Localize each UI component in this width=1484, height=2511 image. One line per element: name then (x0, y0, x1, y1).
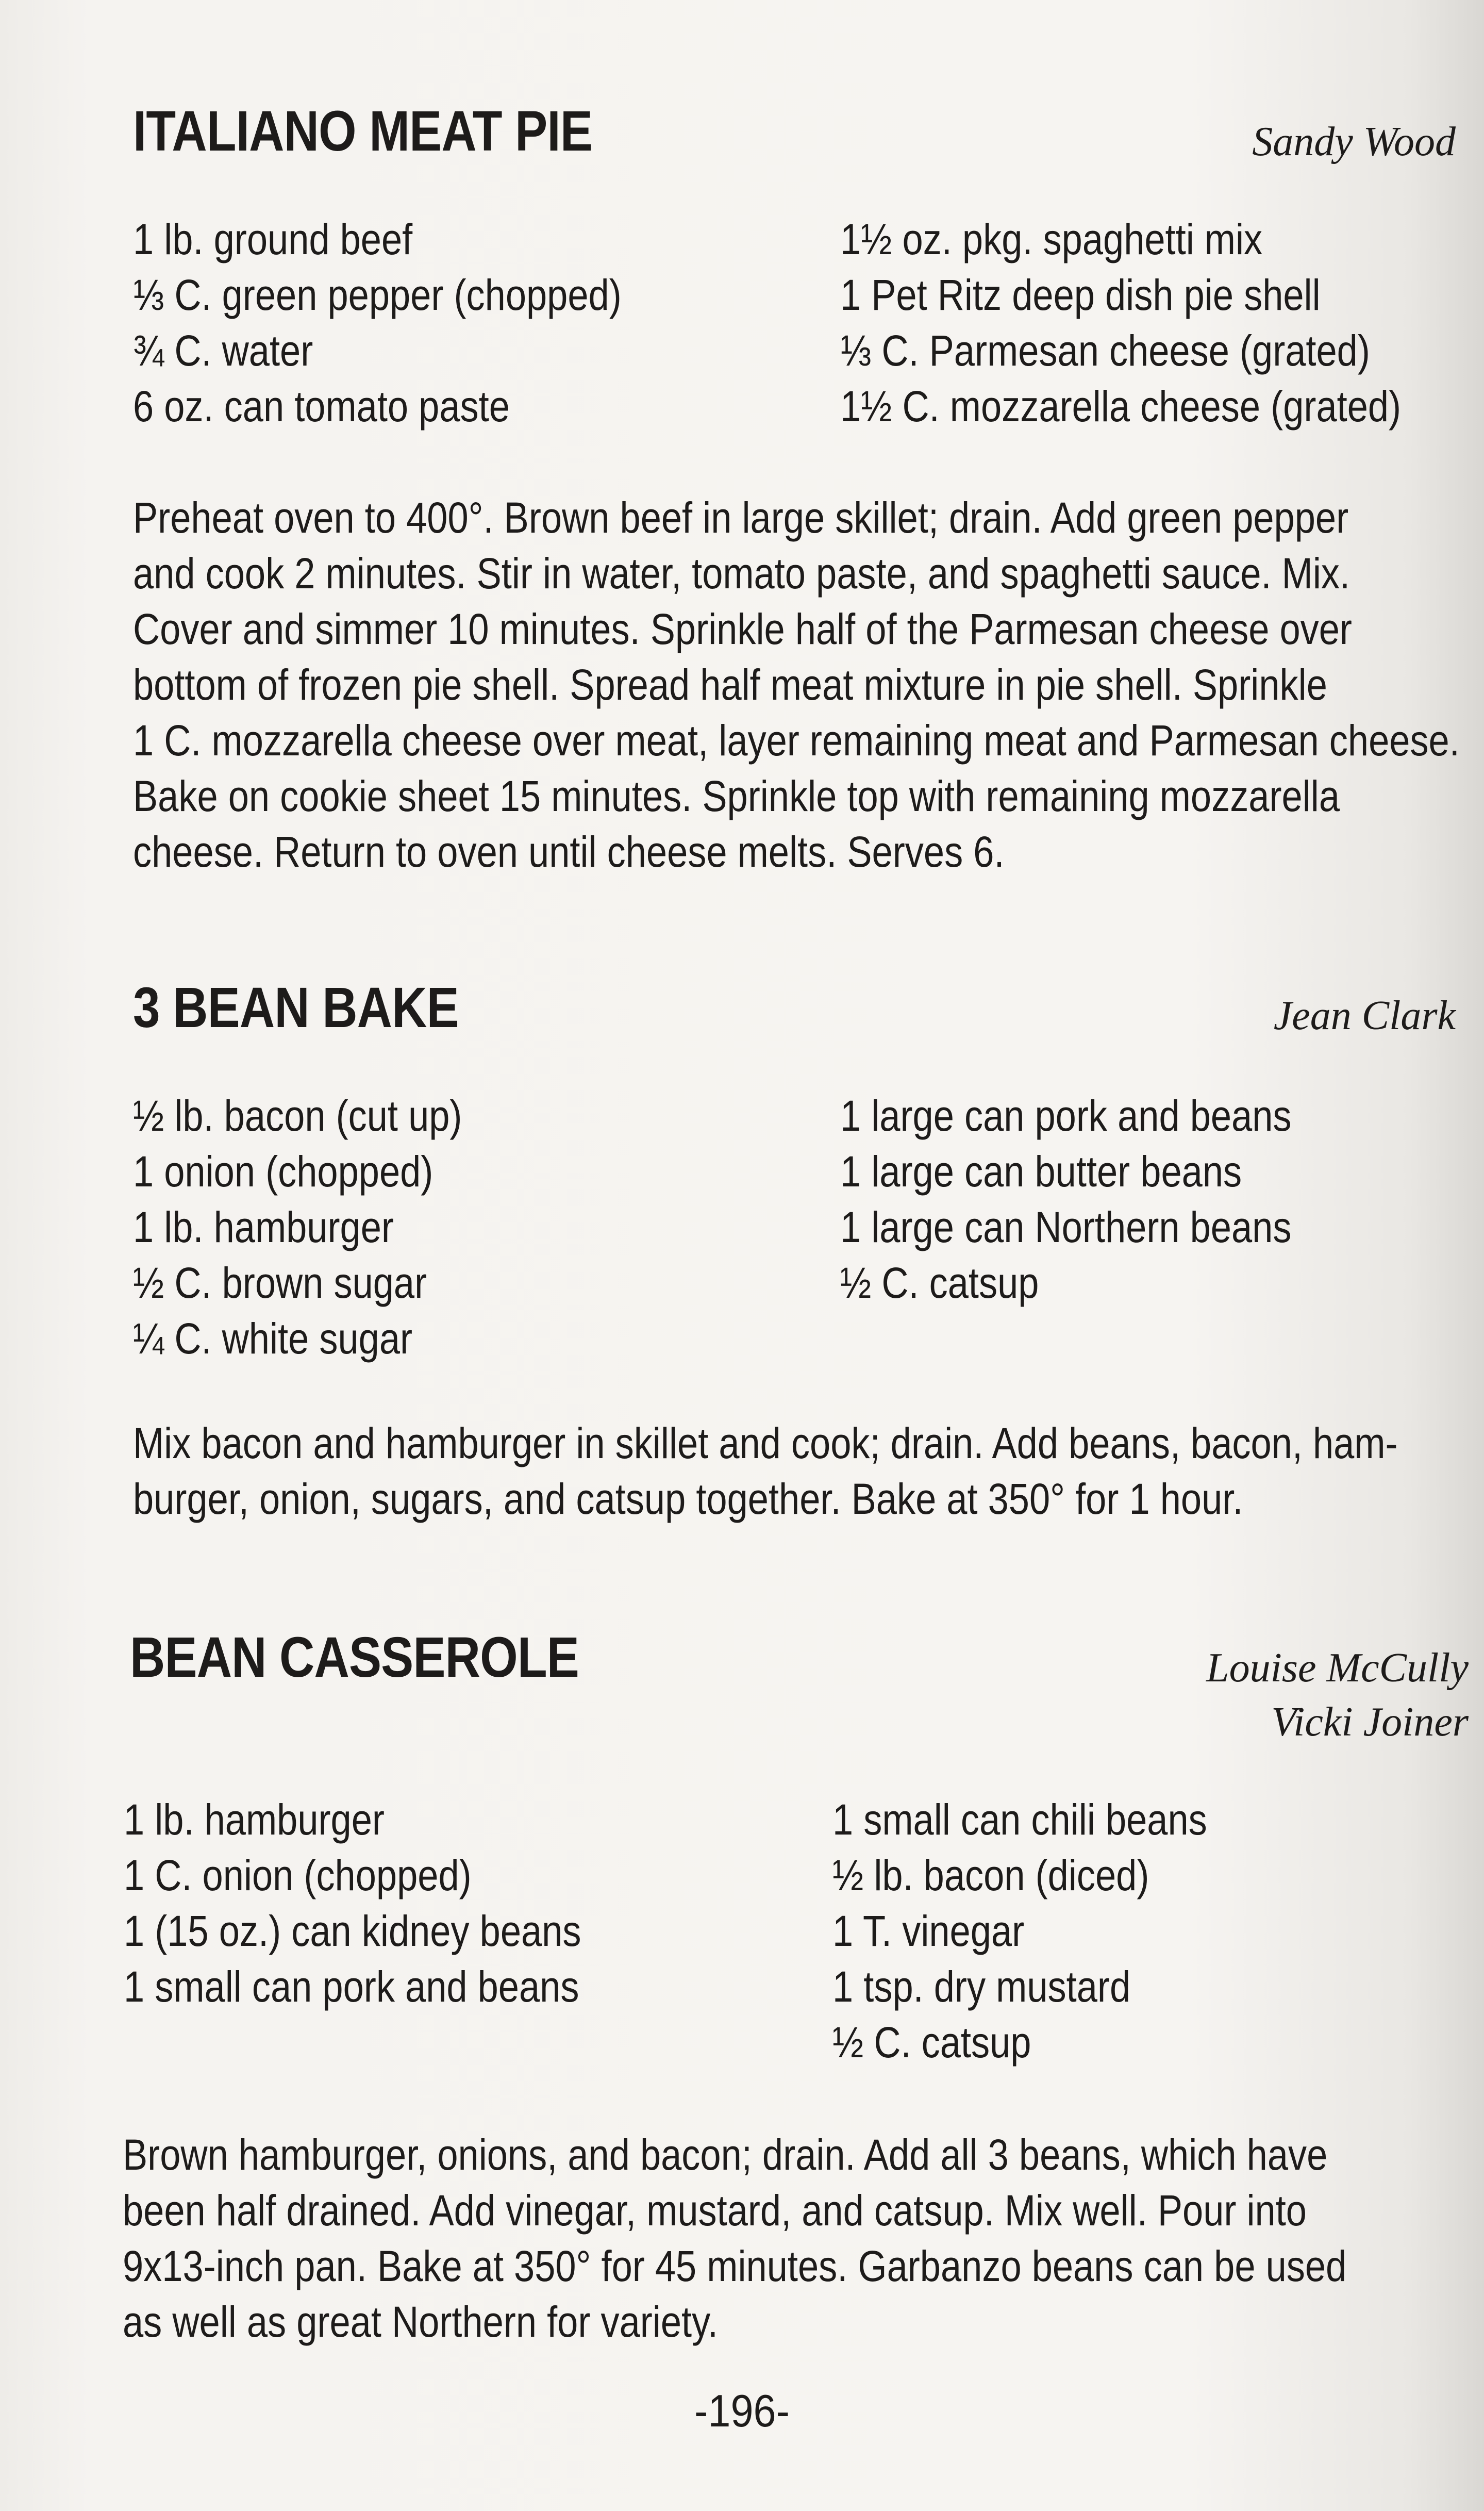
directions-line: Bake on cookie sheet 15 minutes. Sprinkle top with remaining mozzarella (133, 772, 1340, 820)
recipe-title: ITALIANO MEAT PIE (133, 100, 593, 163)
ingredient: 1 onion (chopped) (133, 1147, 433, 1196)
ingredient: 1½ C. mozzarella cheese (grated) (840, 382, 1402, 431)
ingredient: 1 large can Northern beans (840, 1203, 1292, 1251)
ingredients-left (124, 1792, 581, 2014)
ingredients-left (133, 1088, 462, 1366)
directions-line: bottom of frozen pie shell. Spread half meat mixture in pie shell. Sprinkle (133, 660, 1327, 709)
directions-line: 1 C. mozzarella cheese over meat, layer remaining meat and Parmesan cheese. (133, 716, 1460, 765)
recipe-directions (133, 1415, 1445, 1527)
ingredient: 1½ oz. pkg. spaghetti mix (840, 215, 1263, 263)
ingredient: 1 large can butter beans (840, 1147, 1242, 1196)
ingredient: ½ C. catsup (832, 2018, 1031, 2067)
recipe-title: 3 BEAN BAKE (133, 976, 459, 1039)
ingredient: 1 small can chili beans (832, 1795, 1207, 1844)
directions-line: been half drained. Add vinegar, mustard, and catsup. Mix well. Pour into (123, 2186, 1307, 2235)
ingredient: ⅓ C. Parmesan cheese (grated) (840, 326, 1370, 375)
ingredient: 1 small can pork and beans (124, 1962, 579, 2011)
recipe-title: BEAN CASSEROLE (130, 1626, 579, 1689)
directions-line: burger, onion, sugars, and catsup together. Bake at 350° for 1 hour. (133, 1475, 1243, 1523)
ingredients-right (832, 1792, 1207, 2070)
ingredient: ½ lb. bacon (diced) (832, 1851, 1149, 1899)
ingredient: 1 large can pork and beans (840, 1092, 1292, 1140)
ingredient: ½ C. brown sugar (133, 1259, 427, 1307)
ingredient: 1 tsp. dry mustard (832, 1962, 1131, 2011)
recipe-author: Louise McCully (1206, 1645, 1469, 1691)
directions-line: 9x13-inch pan. Bake at 350° for 45 minutes. Garbanzo beans can be used (123, 2242, 1347, 2290)
ingredient: ½ lb. bacon (cut up) (133, 1092, 462, 1140)
ingredient: 1 C. onion (chopped) (124, 1851, 472, 1899)
recipe-directions (133, 490, 1460, 880)
ingredient: ¼ C. white sugar (133, 1314, 413, 1363)
directions-line: cheese. Return to oven until cheese melts. Serves 6. (133, 828, 1005, 876)
recipe-author: Sandy Wood (1252, 119, 1456, 164)
ingredient: 6 oz. can tomato paste (133, 382, 510, 431)
ingredients-right (840, 1088, 1292, 1311)
recipe-author: Vicki Joiner (1271, 1699, 1469, 1745)
ingredient: 1 (15 oz.) can kidney beans (124, 1907, 581, 1955)
directions-line: Preheat oven to 400°. Brown beef in large skillet; drain. Add green pepper (133, 493, 1349, 542)
directions-line: Mix bacon and hamburger in skillet and cook; drain. Add beans, bacon, ham- (133, 1419, 1398, 1467)
ingredient: 1 T. vinegar (832, 1907, 1025, 1955)
ingredients-right (840, 211, 1401, 434)
directions-line: Cover and simmer 10 minutes. Sprinkle half of the Parmesan cheese over (133, 605, 1352, 653)
ingredient: 1 lb. ground beef (133, 215, 413, 263)
ingredient: 1 Pet Ritz deep dish pie shell (840, 271, 1321, 319)
ingredient: ⅓ C. green pepper (chopped) (133, 271, 622, 319)
directions-line: Brown hamburger, onions, and bacon; drain. Add all 3 beans, which have (123, 2130, 1328, 2179)
ingredient: ¾ C. water (133, 326, 313, 375)
recipe-author: Jean Clark (1273, 993, 1456, 1038)
ingredients-left (133, 211, 622, 434)
directions-line: as well as great Northern for variety. (123, 2298, 718, 2346)
ingredient: ½ C. catsup (840, 1259, 1039, 1307)
ingredient: 1 lb. hamburger (133, 1203, 394, 1251)
page-number: -196- (694, 2385, 790, 2436)
ingredient: 1 lb. hamburger (124, 1795, 385, 1844)
recipe-directions (123, 2127, 1435, 2350)
directions-line: and cook 2 minutes. Stir in water, tomato paste, and spaghetti sauce. Mix. (133, 549, 1350, 598)
